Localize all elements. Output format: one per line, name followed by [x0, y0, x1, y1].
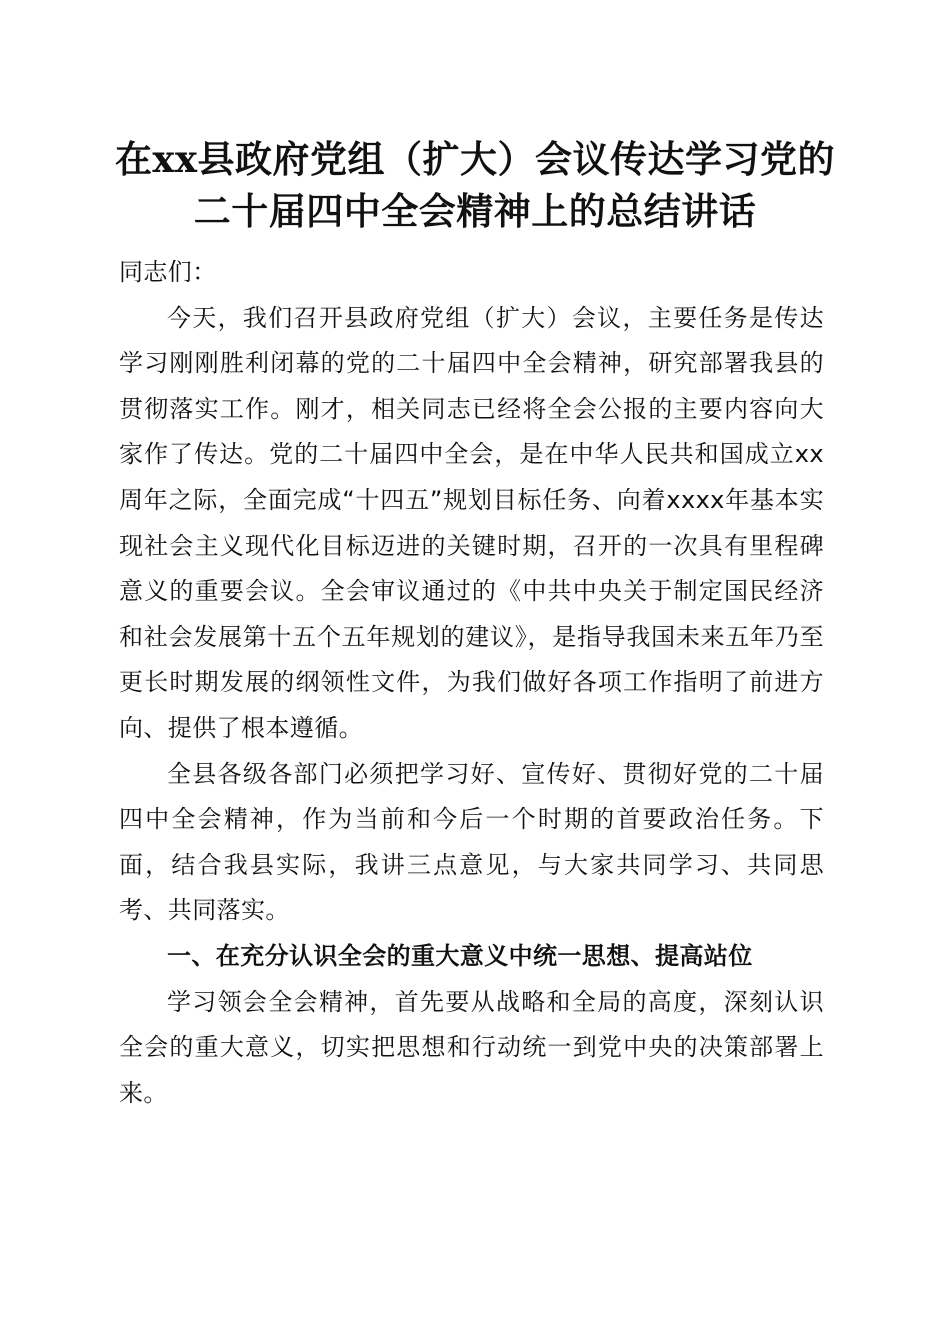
document-body: [119, 250, 824, 1116]
title-line-1: 在xx县政府党组（扩大）会议传达学习党的: [114, 137, 836, 181]
section-paragraph-1: 学习领会全会精神，首先要从战略和全局的高度，深刻认识全会的重大意义，切实把思想和行动统一到党中央的决策部署上来。: [119, 987, 824, 1107]
title-line-2: 二十届四中全会精神上的总结讲话: [193, 189, 757, 233]
section-heading-1: 一、在充分认识全会的重大意义中统一思想、提高站位: [167, 941, 753, 970]
salutation: 同志们：: [119, 258, 217, 286]
paragraph-task: 全县各级各部门必须把学习好、宣传好、贯彻好党的二十届四中全会精神，作为当前和今后一个时期的首要政治任务。下面，结合我县实际，我讲三点意见，与大家共同学习、共同思考、共同落实。: [119, 759, 824, 925]
document-title: [100, 133, 850, 237]
paragraph-intro: 今天，我们召开县政府党组（扩大）会议，主要任务是传达学习刚刚胜利闭幕的党的二十届四中全会精神，研究部署我县的贯彻落实工作。刚才，相关同志已经将全会公报的主要内容向大家作了传达。党的二十届四中全会，是在中华人民共和国成立xx周年之际，全面完成“十四五”规划目标任务、向着xxxx年基本实现社会主义现代化目标迈进的关键时期，召开的一次具有里程碑意义的重要会议。全会审议通过的《中共中央关于制定国民经济和社会发展第十五个五年规划的建议》，是指导我国未来五年乃至更长时期发展的纲领性文件，为我们做好各项工作指明了前进方向、提供了根本遵循。: [119, 303, 824, 742]
